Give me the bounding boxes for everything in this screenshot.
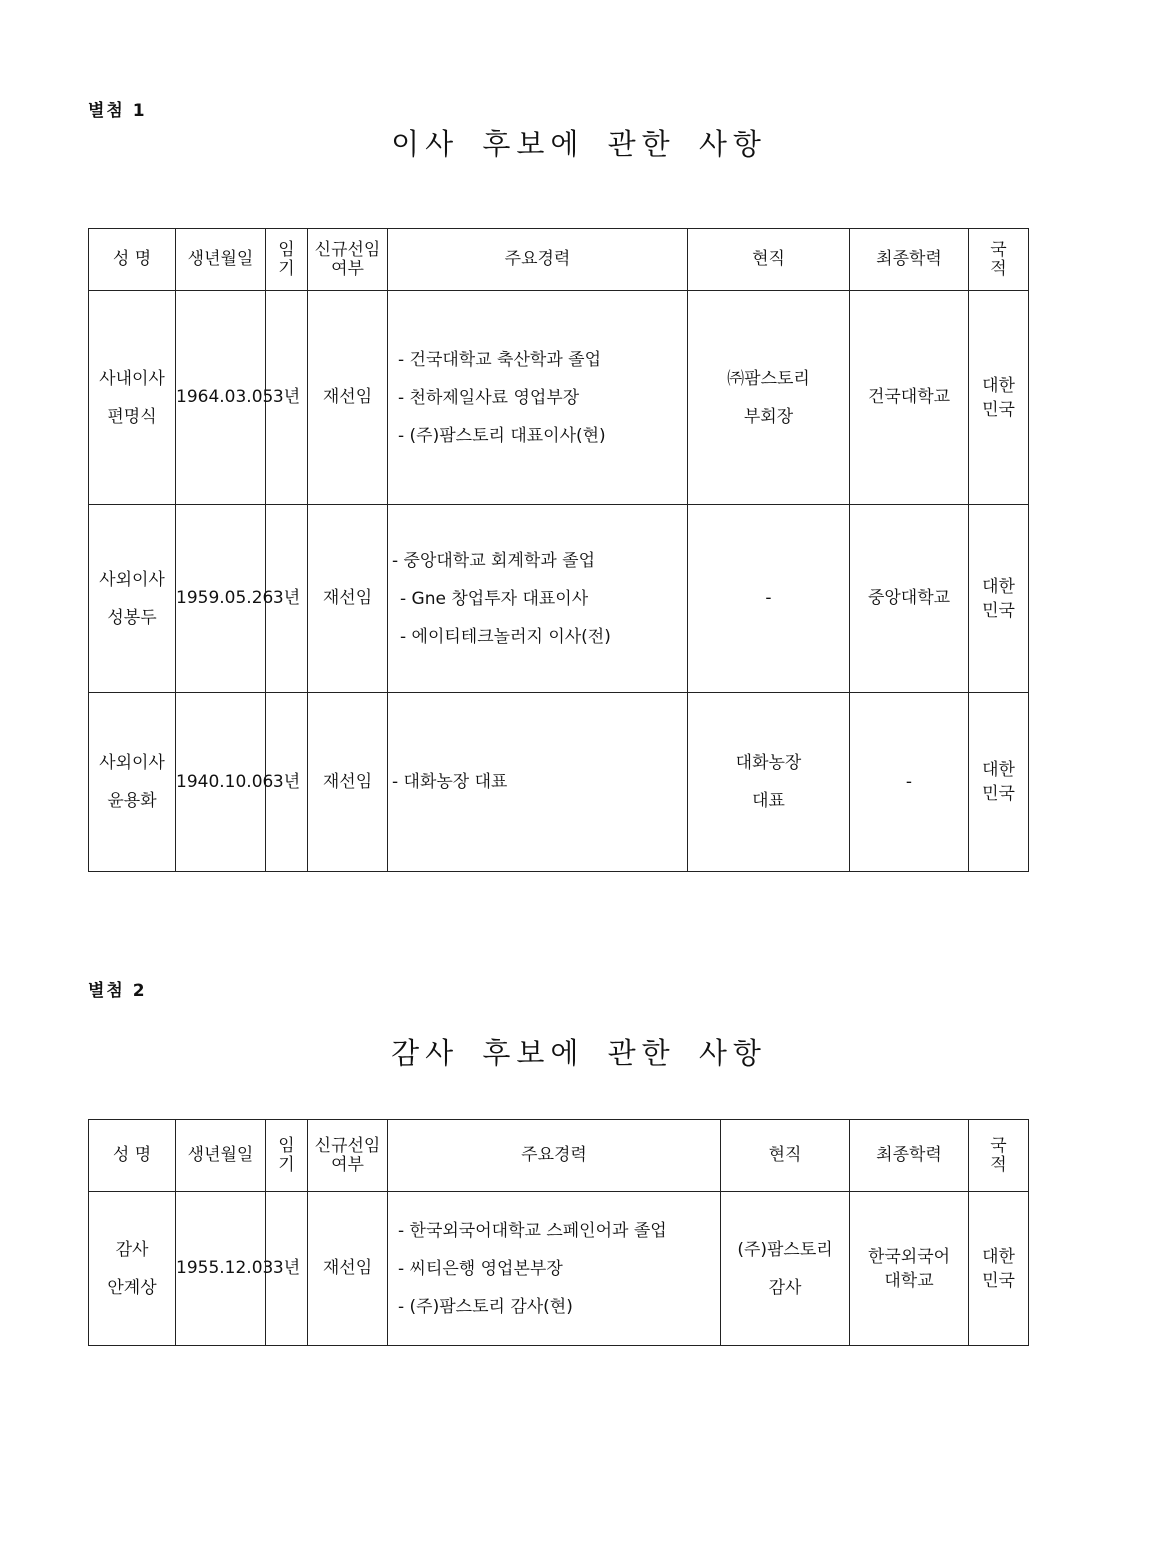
- table-row: [89, 1192, 1029, 1346]
- appointment-status-cell: 재선임: [308, 1192, 388, 1346]
- table-row: [89, 505, 1029, 693]
- header-career: 주요경력: [388, 1120, 721, 1192]
- table-header-row: [89, 229, 1029, 291]
- birth-date-cell: 1955.12.03: [176, 1192, 266, 1346]
- header-name: 성 명: [89, 229, 176, 291]
- header-name: 성 명: [89, 1120, 176, 1192]
- header-position: 현직: [721, 1120, 850, 1192]
- birth-date-cell: 1959.05.26: [176, 505, 266, 693]
- nationality-cell: 대한 민국: [969, 1192, 1029, 1346]
- birth-date-cell: 1964.03.05: [176, 291, 266, 505]
- director-candidates-table: [88, 228, 1029, 872]
- term-cell: 3년: [266, 693, 308, 872]
- header-career: 주요경력: [388, 229, 688, 291]
- director-candidates-title: 이사 후보에 관한 사항: [391, 127, 767, 161]
- header-nationality: 국 적: [969, 229, 1029, 291]
- header-term: 임 기: [266, 229, 308, 291]
- career-cell: - 건국대학교 축산학과 졸업 - 천하제일사료 영업부장 - (주)팜스토리 대표이사(현): [388, 291, 688, 505]
- header-birth: 생년월일: [176, 229, 266, 291]
- current-position-cell: (주)팜스토리 감사: [721, 1192, 850, 1346]
- current-position-cell: ㈜팜스토리 부회장: [688, 291, 850, 505]
- auditor-candidates-title: 감사 후보에 관한 사항: [391, 1036, 767, 1070]
- header-nationality: 국 적: [969, 1120, 1029, 1192]
- appointment-status-cell: 재선임: [308, 291, 388, 505]
- current-position-cell: -: [688, 505, 850, 693]
- nationality-cell: 대한 민국: [969, 693, 1029, 872]
- nationality-cell: 대한 민국: [969, 505, 1029, 693]
- table-row: [89, 291, 1029, 505]
- career-cell: - 한국외국어대학교 스페인어과 졸업 - 씨티은행 영업본부장 - (주)팜스토리 감사(현): [388, 1192, 721, 1346]
- attachment-label-2: 별첨 2: [88, 981, 147, 1001]
- career-cell: - 대화농장 대표: [388, 693, 688, 872]
- header-education: 최종학력: [850, 229, 969, 291]
- appointment-status-cell: 재선임: [308, 693, 388, 872]
- education-cell: 한국외국어 대학교: [850, 1192, 969, 1346]
- career-cell: - 중앙대학교 회계학과 졸업 - Gne 창업투자 대표이사 - 에이티테크놀러지 이사(전): [388, 505, 688, 693]
- table-row: [89, 693, 1029, 872]
- candidate-name-cell: 감사 안계상: [89, 1192, 176, 1346]
- header-position: 현직: [688, 229, 850, 291]
- birth-date-cell: 1940.10.06: [176, 693, 266, 872]
- candidate-name-cell: 사외이사 성봉두: [89, 505, 176, 693]
- education-cell: 건국대학교: [850, 291, 969, 505]
- header-new-appointment: 신규선임 여부: [308, 1120, 388, 1192]
- term-cell: 3년: [266, 1192, 308, 1346]
- header-term: 임 기: [266, 1120, 308, 1192]
- header-education: 최종학력: [850, 1120, 969, 1192]
- table-header-row: [89, 1120, 1029, 1192]
- current-position-cell: 대화농장 대표: [688, 693, 850, 872]
- education-cell: 중앙대학교: [850, 505, 969, 693]
- term-cell: 3년: [266, 505, 308, 693]
- candidate-name-cell: 사외이사 윤용화: [89, 693, 176, 872]
- attachment-label-1: 별첨 1: [88, 101, 147, 121]
- education-cell: -: [850, 693, 969, 872]
- header-new-appointment: 신규선임 여부: [308, 229, 388, 291]
- nationality-cell: 대한 민국: [969, 291, 1029, 505]
- auditor-candidates-table: [88, 1119, 1029, 1346]
- term-cell: 3년: [266, 291, 308, 505]
- header-birth: 생년월일: [176, 1120, 266, 1192]
- candidate-name-cell: 사내이사 편명식: [89, 291, 176, 505]
- appointment-status-cell: 재선임: [308, 505, 388, 693]
